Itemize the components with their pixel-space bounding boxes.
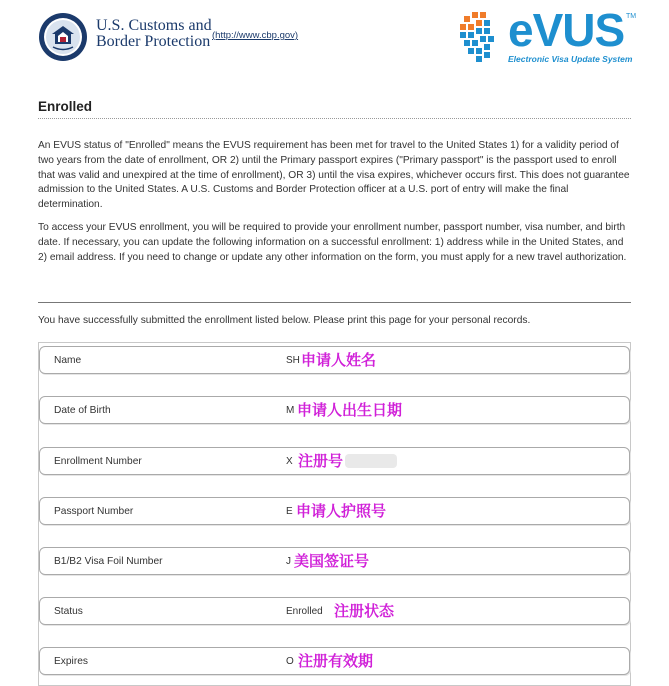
content-divider <box>38 302 631 303</box>
row-passport-number <box>39 497 630 525</box>
row-value: E <box>286 506 293 517</box>
row-label: B1/B2 Visa Foil Number <box>54 556 163 567</box>
row-annotation: 注册状态 <box>334 602 395 620</box>
row-expires <box>39 647 630 675</box>
row-value: O <box>286 656 294 667</box>
enrolled-explanation: An EVUS status of "Enrolled" means the EVUS requirement has been met for travel to the United States 1) for a validity period of two years from the date of enrollment, OR 2) until the Primary passport expires ("Primary passport" is the passport used to enroll that was valid and unexpired at the time of enrollment), OR 3) until the visa expires, whichever occurs first. This does not guarantee admission to the United States. A U.S. Customs and Border Protection officer at a U.S. port of entry will make the final determination. <box>38 140 630 211</box>
row-annotation: 申请人姓名 <box>301 351 377 369</box>
row-date-of-birth <box>39 396 630 424</box>
row-annotation: 注册有效期 <box>298 652 374 670</box>
row-value: SH <box>286 355 300 366</box>
agency-name-line1: U.S. Customs and <box>96 17 212 34</box>
evus-logo-text: eVUS <box>508 4 625 56</box>
evus-subtitle: Electronic Visa Update System <box>508 54 633 64</box>
cbp-website-link[interactable]: (http://www.cbp.gov) <box>212 30 299 41</box>
row-label: Date of Birth <box>54 405 111 416</box>
success-message: You have successfully submitted the enrollment listed below. Please print this page for your personal records. <box>38 315 531 326</box>
row-label: Name <box>54 355 82 366</box>
row-label: Status <box>54 606 83 617</box>
row-annotation: 美国签证号 <box>294 552 370 570</box>
row-value: Enrolled <box>286 606 323 617</box>
row-label: Expires <box>54 656 88 667</box>
row-label: Enrollment Number <box>54 456 142 467</box>
row-value: X <box>286 456 293 467</box>
row-value: J <box>286 556 291 567</box>
evus-trademark: TM <box>626 13 637 20</box>
page-header <box>0 0 669 75</box>
access-instructions: To access your EVUS enrollment, you will be required to provide your enrollment number, passport number, visa number, and birth date. If necessary, you can update the following information on a successful enrollment: 1) address while in the United States, and 2) email address. If you need to change or update any other information on the form, you must apply for a new travel authorization. <box>38 222 627 263</box>
row-name <box>39 346 630 374</box>
row-value: M <box>286 405 295 416</box>
row-annotation: 注册号 <box>298 452 344 470</box>
page-title: Enrolled <box>38 99 93 114</box>
row-visa-foil-number <box>39 547 630 575</box>
row-enrollment-number <box>39 447 630 475</box>
agency-name <box>96 18 212 50</box>
row-annotation: 申请人出生日期 <box>297 401 403 419</box>
redacted-value <box>345 454 397 468</box>
row-annotation: 申请人护照号 <box>296 502 387 520</box>
dhs-seal-icon <box>38 12 88 62</box>
row-label: Passport Number <box>54 506 134 517</box>
agency-name-line2: Border Protection <box>96 33 211 50</box>
row-status <box>39 597 630 625</box>
title-divider <box>38 118 631 119</box>
